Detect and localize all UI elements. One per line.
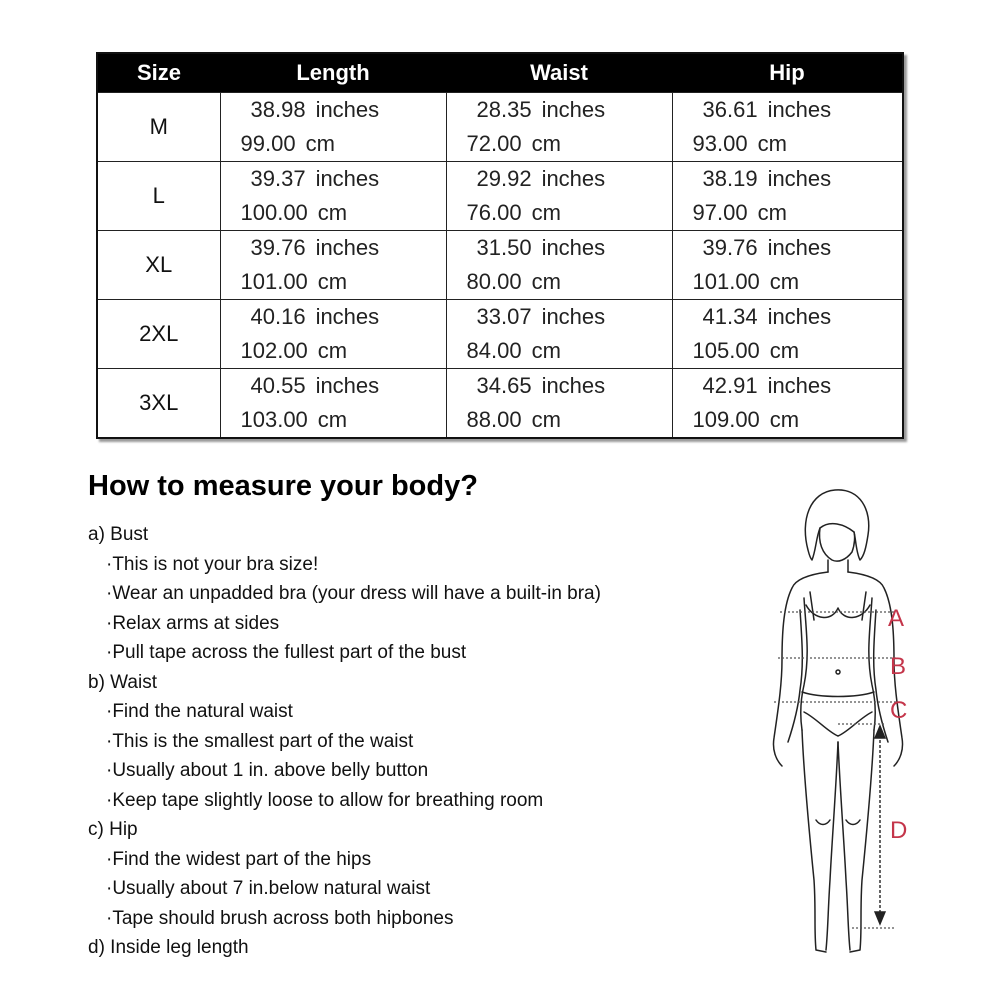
inches-unit: inches	[315, 166, 380, 191]
waist-inches	[447, 369, 672, 403]
hip-inches	[673, 93, 903, 127]
size-label: 3XL	[97, 369, 220, 439]
inches-unit: inches	[541, 166, 606, 191]
instruction-tip: ·Wear an unpadded bra (your dress will have a built-in bra)	[106, 583, 601, 604]
table-row	[97, 369, 903, 439]
length-inches	[221, 162, 446, 196]
length-cm	[221, 334, 446, 368]
waist-inches	[447, 93, 672, 127]
label-a: A	[888, 605, 905, 632]
length-inches	[221, 300, 446, 334]
hip-cell	[672, 369, 903, 439]
inches-unit: inches	[315, 304, 380, 329]
cm-value: 101.00	[692, 269, 760, 294]
length-cell	[220, 231, 446, 300]
inches-unit: inches	[767, 235, 832, 260]
waist-cell	[446, 162, 672, 231]
cm-unit: cm	[531, 407, 561, 432]
table-row	[97, 300, 903, 369]
instruction-tip: ·Find the widest part of the hips	[106, 848, 372, 870]
cm-value: 72.00	[466, 131, 522, 156]
inches-value: 38.98	[250, 97, 306, 122]
waist-inches	[447, 162, 672, 196]
inches-value: 39.76	[250, 235, 306, 260]
hip-cm	[673, 334, 903, 368]
inches-value: 34.65	[476, 373, 532, 398]
size-label: XL	[97, 231, 220, 300]
size-label: 2XL	[97, 300, 220, 369]
inches-unit: inches	[315, 235, 380, 260]
inches-value: 28.35	[476, 97, 532, 122]
instruction-tip: ·This is not your bra size!	[106, 553, 319, 575]
waist-cell	[446, 231, 672, 300]
inches-unit: inches	[541, 304, 606, 329]
size-table-body	[97, 93, 903, 439]
waist-inches	[447, 300, 672, 334]
table-row	[97, 162, 903, 231]
hip-cell	[672, 300, 903, 369]
label-b: B	[890, 653, 907, 680]
header-size: Size	[97, 53, 220, 93]
instruction-tip: ·Keep tape slightly loose to allow for breathing room	[106, 789, 544, 811]
inches-value: 39.76	[702, 235, 758, 260]
instruction-heading: a) Bust	[88, 524, 149, 545]
instruction-tip: ·Relax arms at sides	[106, 612, 280, 634]
inches-value: 38.19	[702, 166, 758, 191]
cm-unit: cm	[531, 200, 561, 225]
measurement-instructions	[88, 520, 748, 963]
hip-cm	[673, 127, 903, 161]
length-inches	[221, 369, 446, 403]
cm-unit: cm	[305, 131, 335, 156]
cm-value: 80.00	[466, 269, 522, 294]
cm-unit: cm	[531, 131, 561, 156]
length-cell	[220, 369, 446, 439]
header-hip: Hip	[672, 53, 903, 93]
label-d: D	[890, 817, 908, 844]
inches-value: 40.16	[250, 304, 306, 329]
inches-unit: inches	[767, 166, 832, 191]
instruction-tip: ·Find the natural waist	[106, 701, 293, 722]
hip-cm	[673, 403, 903, 437]
inches-unit: inches	[541, 235, 606, 260]
instruction-tip: ·Tape should brush across both hipbones	[106, 907, 454, 929]
instruction-tip: ·Usually about 1 in. above belly button	[106, 760, 429, 781]
hip-inches	[673, 162, 903, 196]
cm-unit: cm	[531, 269, 561, 294]
size-label: L	[97, 162, 220, 231]
waist-cell	[446, 93, 672, 162]
instruction-tip: ·This is the smallest part of the waist	[106, 730, 414, 752]
hip-inches	[673, 369, 903, 403]
body-measurement-figure	[760, 480, 960, 980]
inches-value: 41.34	[702, 304, 758, 329]
inches-unit: inches	[541, 373, 606, 398]
cm-value: 100.00	[240, 200, 308, 225]
length-cell	[220, 93, 446, 162]
cm-value: 76.00	[466, 200, 522, 225]
waist-cm	[447, 127, 672, 161]
table-header-row	[97, 53, 903, 93]
inches-unit: inches	[315, 373, 380, 398]
waist-cm	[447, 334, 672, 368]
instruction-heading: d) Inside leg length	[88, 937, 249, 958]
length-cell	[220, 300, 446, 369]
cm-unit: cm	[769, 338, 800, 363]
cm-value: 84.00	[466, 338, 522, 363]
inches-unit: inches	[767, 373, 832, 398]
hip-inches	[673, 231, 903, 265]
cm-value: 101.00	[240, 269, 308, 294]
cm-unit: cm	[769, 407, 800, 432]
label-c: C	[890, 697, 908, 724]
instruction-tip: ·Usually about 7 in.below natural waist	[106, 878, 431, 899]
cm-value: 99.00	[240, 131, 296, 156]
waist-cm	[447, 265, 672, 299]
cm-unit: cm	[757, 131, 787, 156]
instruction-heading: c) Hip	[88, 819, 138, 840]
instruction-tip: ·Pull tape across the fullest part of the bust	[106, 642, 467, 663]
length-inches	[221, 93, 446, 127]
body-outline-illustration	[760, 480, 960, 980]
table-row	[97, 93, 903, 162]
cm-value: 97.00	[692, 200, 748, 225]
cm-value: 88.00	[466, 407, 522, 432]
inches-value: 40.55	[250, 373, 306, 398]
hip-inches	[673, 300, 903, 334]
cm-unit: cm	[317, 269, 348, 294]
instruction-heading: b) Waist	[88, 671, 157, 693]
length-cm	[221, 127, 446, 161]
inches-unit: inches	[541, 97, 606, 122]
length-cell	[220, 162, 446, 231]
cm-unit: cm	[317, 200, 348, 225]
waist-inches	[447, 231, 672, 265]
inches-unit: inches	[767, 304, 832, 329]
table-row	[97, 231, 903, 300]
hip-cm	[673, 265, 903, 299]
cm-value: 105.00	[692, 338, 760, 363]
inches-value: 33.07	[476, 304, 532, 329]
inches-value: 42.91	[702, 373, 758, 398]
length-cm	[221, 403, 446, 437]
cm-unit: cm	[531, 338, 561, 363]
waist-cm	[447, 196, 672, 230]
header-length: Length	[220, 53, 446, 93]
inches-value: 29.92	[476, 166, 532, 191]
size-chart-table	[96, 52, 904, 439]
cm-value: 102.00	[240, 338, 308, 363]
size-label: M	[97, 93, 220, 162]
inches-value: 39.37	[250, 166, 306, 191]
waist-cm	[447, 403, 672, 437]
hip-cell	[672, 162, 903, 231]
cm-unit: cm	[317, 407, 348, 432]
hip-cell	[672, 93, 903, 162]
waist-cell	[446, 300, 672, 369]
length-cm	[221, 265, 446, 299]
guide-title: How to measure your body?	[88, 470, 478, 502]
hip-cell	[672, 231, 903, 300]
header-waist: Waist	[446, 53, 672, 93]
inches-value: 36.61	[702, 97, 758, 122]
inches-unit: inches	[767, 97, 832, 122]
cm-unit: cm	[769, 269, 800, 294]
inches-unit: inches	[315, 97, 380, 122]
length-inches	[221, 231, 446, 265]
cm-unit: cm	[757, 200, 787, 225]
length-cm	[221, 196, 446, 230]
inches-value: 31.50	[476, 235, 532, 260]
cm-value: 93.00	[692, 131, 748, 156]
cm-value: 109.00	[692, 407, 760, 432]
waist-cell	[446, 369, 672, 439]
cm-unit: cm	[317, 338, 348, 363]
hip-cm	[673, 196, 903, 230]
cm-value: 103.00	[240, 407, 308, 432]
